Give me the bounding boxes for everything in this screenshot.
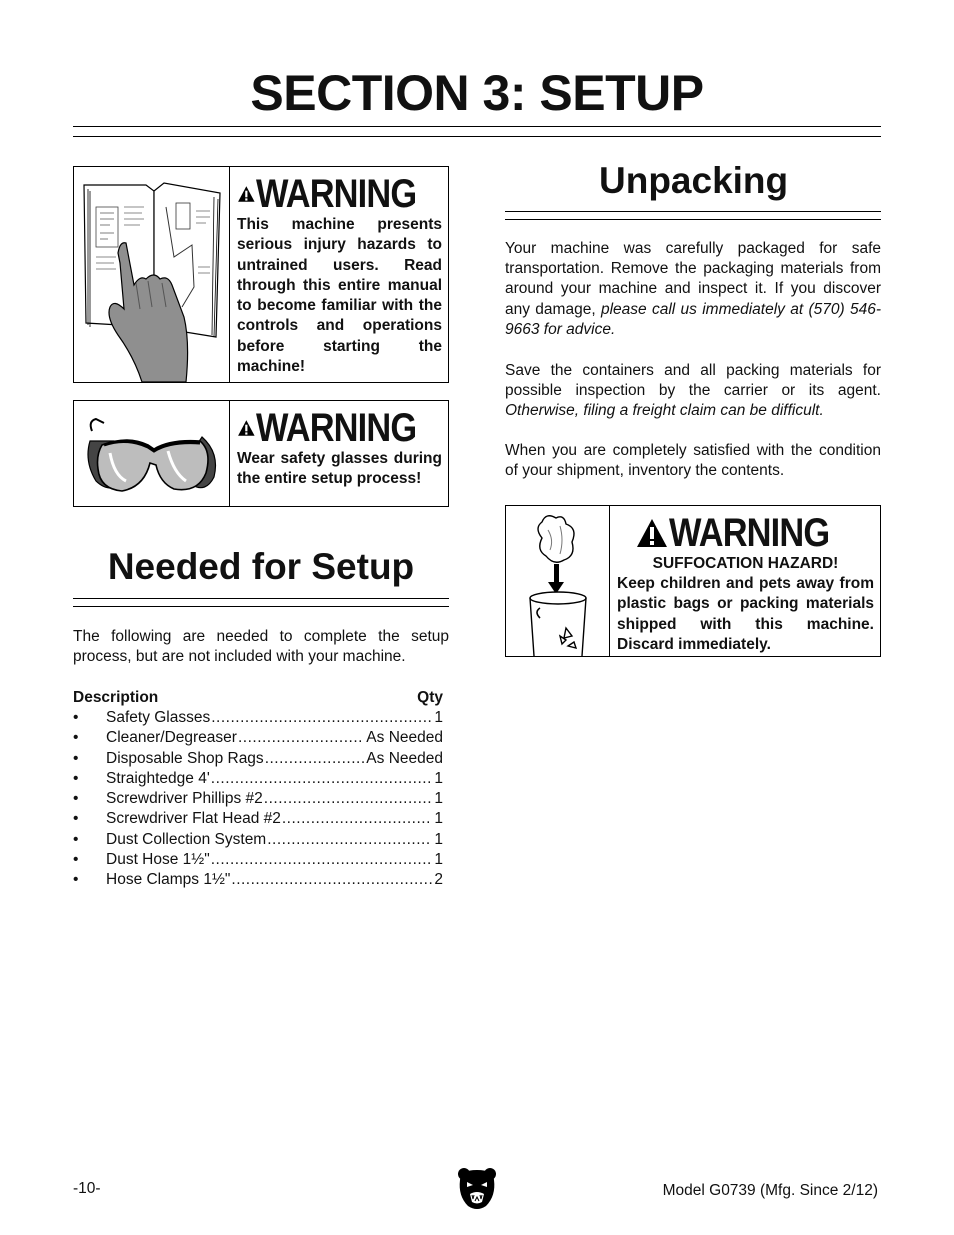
suffocation-hazard-heading: SUFFOCATION HAZARD! bbox=[652, 555, 839, 572]
unpacking-heading: Unpacking bbox=[599, 160, 789, 201]
leader-dots bbox=[211, 850, 433, 870]
warning-read-manual bbox=[73, 166, 449, 383]
item-qty: 1 bbox=[434, 851, 443, 869]
leader-dots bbox=[231, 870, 432, 890]
leader-dots bbox=[211, 769, 433, 789]
bullet: • bbox=[73, 871, 79, 889]
list-item bbox=[73, 769, 443, 789]
item-description: Dust Hose 1½" bbox=[106, 851, 210, 869]
bullet: • bbox=[73, 790, 79, 808]
description-column-header: Description bbox=[73, 689, 159, 706]
list-item bbox=[73, 708, 443, 728]
warning-label: WARNING bbox=[255, 406, 416, 450]
item-qty: 1 bbox=[434, 769, 443, 787]
list-item bbox=[73, 728, 443, 748]
manual-reading-illustration bbox=[74, 167, 230, 382]
item-qty: As Needed bbox=[366, 749, 443, 767]
unpacking-paragraph-2-text: Save the containers and all packing materials for possible inspection by the carrier or its agent. bbox=[505, 362, 881, 400]
list-item bbox=[73, 870, 443, 890]
unpacking-paragraph-2 bbox=[505, 361, 881, 422]
leader-dots bbox=[267, 830, 432, 850]
warning-triangle-icon bbox=[237, 178, 256, 210]
list-item bbox=[73, 850, 443, 870]
needed-for-setup-heading: Needed for Setup bbox=[107, 546, 415, 587]
bullet: • bbox=[73, 729, 79, 747]
bullet: • bbox=[73, 749, 79, 767]
unpacking-paragraph-1 bbox=[505, 239, 881, 340]
item-description: Screwdriver Flat Head #2 bbox=[106, 810, 281, 828]
list-item bbox=[73, 749, 443, 769]
bullet: • bbox=[73, 709, 79, 726]
warning-suffocation bbox=[505, 505, 881, 657]
model-info: Model G0739 (Mfg. Since 2/12) bbox=[662, 1182, 878, 1199]
item-qty: 1 bbox=[434, 790, 443, 808]
item-qty: 1 bbox=[434, 810, 443, 828]
page-number: -10- bbox=[73, 1180, 101, 1197]
item-description: Screwdriver Phillips #2 bbox=[106, 790, 263, 808]
warning-label: WARNING bbox=[255, 172, 416, 216]
warning-text: Wear safety glasses during the entire setup process! bbox=[237, 450, 442, 488]
safety-glasses-illustration bbox=[74, 401, 230, 506]
unpacking-paragraph-1-text: Your machine was carefully packaged for safe transportation. Remove the packaging materials from around your machine and inspect it. If you discover any damage, bbox=[505, 240, 881, 318]
list-item bbox=[73, 830, 443, 850]
leader-dots bbox=[264, 789, 433, 809]
warning-safety-glasses bbox=[73, 400, 449, 507]
needed-items-list bbox=[73, 688, 443, 891]
bullet: • bbox=[73, 851, 79, 869]
item-qty: As Needed bbox=[366, 729, 443, 747]
leader-dots bbox=[211, 708, 432, 728]
item-description: Straightedge 4' bbox=[106, 769, 210, 787]
leader-dots bbox=[238, 728, 364, 748]
qty-column-header: Qty bbox=[417, 689, 443, 706]
bullet: • bbox=[73, 769, 79, 787]
item-description: Safety Glasses bbox=[106, 709, 211, 726]
unpacking-paragraph-3: When you are completely satisfied with the condition of your shipment, inventory the contents. bbox=[505, 442, 881, 480]
list-header bbox=[73, 688, 443, 708]
bear-logo-icon bbox=[456, 1166, 498, 1212]
warning-triangle-icon bbox=[237, 412, 256, 444]
leader-dots bbox=[265, 749, 365, 769]
list-item bbox=[73, 789, 443, 809]
bullet: • bbox=[73, 830, 79, 848]
item-qty: 1 bbox=[434, 709, 443, 726]
item-qty: 1 bbox=[434, 830, 443, 848]
leader-dots bbox=[282, 809, 433, 829]
item-description: Dust Collection System bbox=[106, 830, 267, 848]
item-description: Cleaner/Degreaser bbox=[106, 729, 237, 747]
warning-label: WARNING bbox=[669, 511, 830, 555]
list-item bbox=[73, 809, 443, 829]
warning-triangle-icon bbox=[635, 517, 669, 549]
item-qty: 2 bbox=[434, 871, 443, 889]
bullet: • bbox=[73, 810, 79, 828]
unpacking-paragraph-2-italic: Otherwise, filing a freight claim can be difficult. bbox=[505, 402, 824, 420]
section-title: SECTION 3: SETUP bbox=[250, 65, 704, 121]
warning-text: Keep children and pets away from plastic bags or packing materials shipped with this machine. Discard immediately. bbox=[617, 575, 874, 653]
trash-can-illustration bbox=[506, 506, 610, 656]
unpacking-paragraph-1-italic: please call us immediately at (570) 546-9663 for advice. bbox=[505, 300, 881, 338]
warning-text: This machine presents serious injury hazards to untrained users. Read through this entire manual to become familiar with the controls and operations before starting the machine! bbox=[237, 216, 442, 376]
needed-intro: The following are needed to complete the setup process, but are not included with your machine. bbox=[73, 628, 449, 666]
item-description: Disposable Shop Rags bbox=[106, 749, 264, 767]
item-description: Hose Clamps 1½" bbox=[106, 871, 231, 889]
